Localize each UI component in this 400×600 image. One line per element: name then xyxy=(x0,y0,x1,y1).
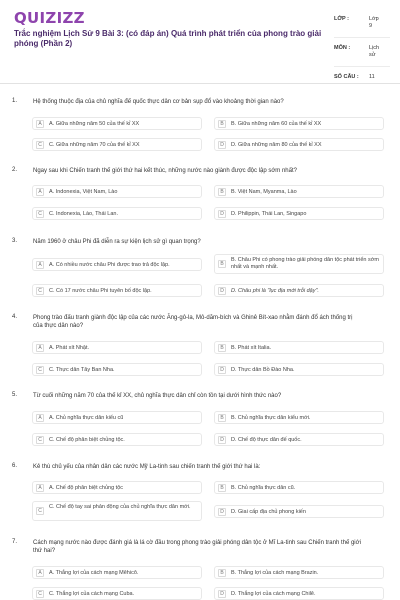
answer-option[interactable] xyxy=(32,411,202,424)
question-number: 2. xyxy=(12,167,18,173)
option-letter: D xyxy=(218,436,226,444)
answer-option[interactable] xyxy=(214,207,384,220)
option-letter: B xyxy=(218,188,226,196)
meta-divider xyxy=(334,37,390,38)
option-letter: A xyxy=(36,261,44,269)
answer-option[interactable] xyxy=(32,117,202,130)
answer-option[interactable] xyxy=(32,501,202,521)
answer-option[interactable] xyxy=(214,363,384,376)
answer-option[interactable] xyxy=(32,284,202,297)
option-text: D. Thực dân Bồ Đào Nha. xyxy=(231,367,295,373)
question-number: 4. xyxy=(12,314,18,320)
option-text: A. Giữa những năm 50 của thế kỉ XX xyxy=(49,121,140,127)
answer-option[interactable] xyxy=(214,254,384,274)
option-text: C. Chế độ phân biệt chủng tộc. xyxy=(49,437,125,443)
question-text: Ngay sau khi Chiến tranh thế giới thứ hai kết thúc, những nước nào giành được độc lập sớm nhất? xyxy=(33,168,297,174)
answer-option[interactable] xyxy=(214,433,384,446)
option-letter: A xyxy=(36,569,44,577)
question-text: Kẻ thù chủ yếu của nhân dân các nước Mỹ La-tinh sau chiến tranh thế giới thứ hai là: xyxy=(33,464,261,470)
option-letter: C xyxy=(36,287,44,295)
class-value: Lớp 9 xyxy=(369,16,379,29)
answer-option[interactable] xyxy=(214,481,384,494)
option-letter: A xyxy=(36,484,44,492)
worksheet-title: Trắc nghiệm Lịch Sử 9 Bài 3: (có đáp án) Quá trình phát triển của phong trào giải phóng (Phần 2) xyxy=(14,29,322,48)
option-text: A. Phát xít Nhật. xyxy=(49,345,90,351)
option-text: D. Giữa những năm 80 của thế kỉ XX xyxy=(231,142,322,148)
class-label: LỚP : xyxy=(334,16,349,22)
option-text: A. Có nhiều nước châu Phi được trao trả độc lập. xyxy=(49,262,170,268)
option-letter: C xyxy=(36,366,44,374)
option-text: B. Chủ nghĩa thực dân kiểu mới. xyxy=(231,415,311,421)
question-text: Hệ thống thuộc địa của chủ nghĩa đế quốc thực dân cơ bản sụp đổ vào khoảng thời gian nào? xyxy=(33,99,284,105)
meta-subject xyxy=(334,41,390,63)
answer-option[interactable] xyxy=(214,587,384,600)
option-text: C. Thực dân Tây Ban Nha. xyxy=(49,367,115,373)
meta-count xyxy=(334,70,390,84)
meta-divider xyxy=(334,66,390,67)
option-text: B. Giữa những năm 60 của thế kỉ XX xyxy=(231,121,322,127)
worksheet-header xyxy=(0,0,400,84)
option-letter: B xyxy=(218,569,226,577)
option-text: B. Việt Nam, Myanma, Lào xyxy=(231,189,297,195)
count-value: 11 xyxy=(369,74,375,80)
answer-option[interactable] xyxy=(214,505,384,518)
question-text: Cách mạng nước nào được đánh giá là lá cờ đầu trong phong trào giải phóng dân tộc ở Mĩ La-tinh sau Chiến tranh thế giới thứ hai? xyxy=(33,540,361,554)
option-letter: C xyxy=(36,141,44,149)
worksheet-meta xyxy=(334,12,390,84)
option-letter: B xyxy=(218,120,226,128)
option-letter: C xyxy=(36,436,44,444)
option-letter: B xyxy=(218,260,226,268)
option-letter: A xyxy=(36,414,44,422)
answer-option[interactable] xyxy=(32,207,202,220)
answer-option[interactable] xyxy=(32,185,202,198)
answer-option[interactable] xyxy=(32,433,202,446)
option-letter: D xyxy=(218,508,226,516)
answer-option[interactable] xyxy=(214,566,384,579)
option-letter: D xyxy=(218,366,226,374)
option-letter: A xyxy=(36,344,44,352)
subject-label: MÔN : xyxy=(334,45,351,51)
quizizz-logo: QUIZIZZ xyxy=(14,9,85,27)
option-text: B. Thắng lợi của cách mạng Brazin. xyxy=(231,570,319,576)
option-text: D. Châu phi là "lục địa mới trỗi dậy". xyxy=(231,288,319,294)
option-text: D. Giai cấp địa chủ phong kiến xyxy=(231,509,306,515)
option-text: B. Châu Phi có phong trào giải phóng dân tộc phát triển sớm nhất và mạnh nhất. xyxy=(231,257,379,270)
option-text: A. Chế độ phân biệt chủng tộc xyxy=(49,485,123,491)
option-text: A. Indonexia, Việt Nam, Lào xyxy=(49,189,118,195)
answer-option[interactable] xyxy=(214,138,384,151)
question-number: 3. xyxy=(12,238,18,244)
answer-option[interactable] xyxy=(32,258,202,271)
option-text: C. Indonexia, Lào, Thái Lan. xyxy=(49,211,119,217)
answer-option[interactable] xyxy=(214,117,384,130)
count-label: SỐ CÂU : xyxy=(334,74,359,80)
option-text: A. Chủ nghĩa thực dân kiểu cũ xyxy=(49,415,124,421)
meta-class xyxy=(334,12,390,34)
option-text: D. Chế độ thực dân đế quốc. xyxy=(231,437,302,443)
option-letter: C xyxy=(36,590,44,598)
question-number: 1. xyxy=(12,98,18,104)
option-letter: C xyxy=(36,210,44,218)
question-text: Từ cuối những năm 70 của thế kỉ XX, chủ nghĩa thực dân chỉ còn tồn tại dưới hình thức nào? xyxy=(33,393,282,399)
option-text: C. Thắng lợi của cách mạng Cuba. xyxy=(49,591,135,597)
option-text: C. Chế độ tay sai phản động của chủ nghĩa thực dân mới. xyxy=(49,504,191,510)
option-letter: D xyxy=(218,141,226,149)
option-text: B. Chủ nghĩa thực dân cũ. xyxy=(231,485,296,491)
option-text: C. Có 17 nước châu Phi tuyên bố độc lập. xyxy=(49,288,152,294)
question-text: Phong trào đấu tranh giành độc lập của các nước Ăng-gô-la, Mô-dăm-bích và Ghinê Bít-xao nhằm đánh đổ ách thống trị của thực dân nào? xyxy=(33,315,353,329)
question-number: 6. xyxy=(12,463,18,469)
option-letter: A xyxy=(36,188,44,196)
option-text: A. Thắng lợi của cách mạng Mêhicô. xyxy=(49,570,139,576)
option-text: B. Phát xít Italia. xyxy=(231,345,272,351)
answer-option[interactable] xyxy=(214,341,384,354)
option-letter: A xyxy=(36,120,44,128)
option-letter: D xyxy=(218,287,226,295)
option-text: D. Thắng lợi của cách mạng Chilê. xyxy=(231,591,316,597)
answer-option[interactable] xyxy=(32,481,202,494)
answer-option[interactable] xyxy=(32,587,202,600)
option-letter: B xyxy=(218,414,226,422)
option-letter: B xyxy=(218,344,226,352)
option-text: D. Philippin, Thái Lan, Singapo xyxy=(231,211,307,217)
option-text: C. Giữa những năm 70 của thế kỉ XX xyxy=(49,142,140,148)
question-text: Năm 1960 ở châu Phi đã diễn ra sự kiện lịch sử gì quan trọng? xyxy=(33,239,201,245)
answer-option[interactable] xyxy=(32,566,202,579)
answer-option[interactable] xyxy=(32,138,202,151)
option-letter: D xyxy=(218,590,226,598)
answer-option[interactable] xyxy=(32,363,202,376)
answer-option[interactable] xyxy=(214,411,384,424)
question-number: 5. xyxy=(12,392,18,398)
option-letter: B xyxy=(218,484,226,492)
subject-value: Lịch sử xyxy=(369,45,380,58)
answer-option[interactable] xyxy=(214,185,384,198)
option-letter: C xyxy=(36,507,44,515)
answer-option[interactable] xyxy=(214,284,384,297)
answer-option[interactable] xyxy=(32,341,202,354)
option-letter: D xyxy=(218,210,226,218)
question-number: 7. xyxy=(12,539,18,545)
